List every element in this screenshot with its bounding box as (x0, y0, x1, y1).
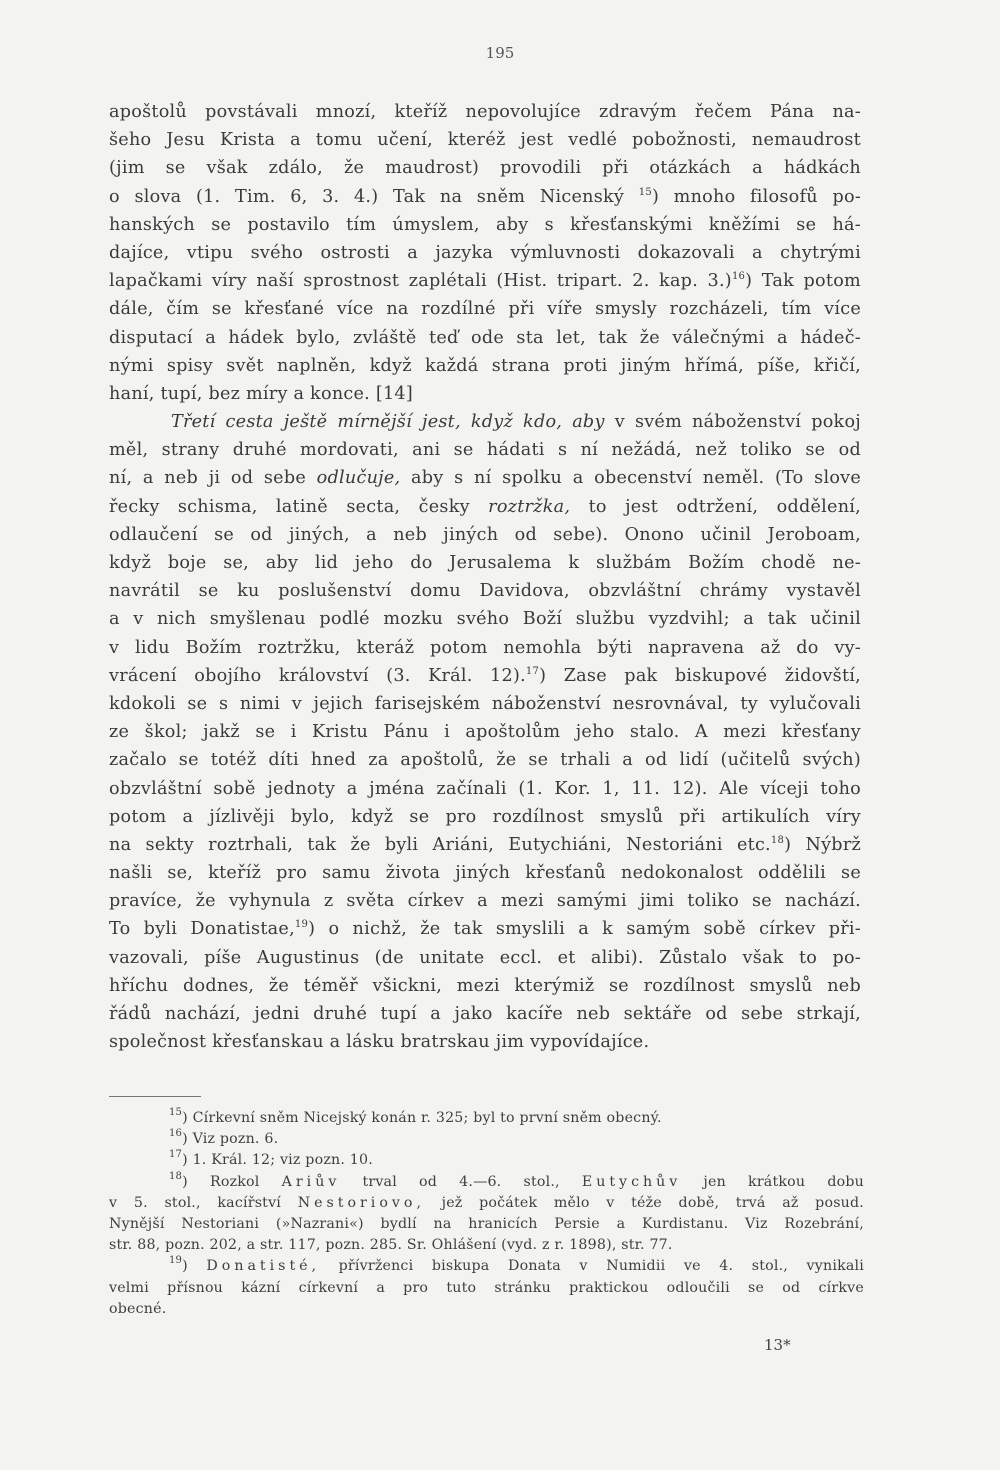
text-segment: ) Nýbrž (784, 834, 861, 855)
footnote-number: 19 (169, 1255, 183, 1267)
text-line: v lidu Božím roztržku, kteráž potom nemohla býti napravena až do vy- (109, 637, 861, 658)
page-number: 195 (485, 44, 515, 62)
italic-segment: Třetí cesta ještě mírnější jest, když kdo, aby (171, 412, 605, 433)
text-line (109, 493, 861, 521)
text-segment: řecky schisma, latině secta, česky (109, 496, 470, 517)
text-line: začalo se totéž díti hned za apoštolů, že se trhali a od lidí (učitelů svých) (109, 750, 861, 771)
text-line: obzvláštní sobě jednoty a jména začínali (1. Kor. 1, 11. 12). Ale víceji toho (109, 778, 861, 799)
text-line: dále, čím se křesťané více na rozdílné při víře smysly rozcházeli, tím více (109, 299, 861, 320)
text-line: řádů nachází, jedni druhé tupí a jako kacíře neb sektáře od sebe strkají, (109, 1004, 861, 1024)
footnote-number: 17 (169, 1149, 183, 1161)
footnote-name: Ariův (281, 1173, 341, 1190)
footnote-18: $^{18}$) Rozkol Ariův trval od 4.—6. stol., Eutychův jen krátkou dobu (169, 1170, 864, 1190)
text-line: pravíce, že vyhynula z světa církev a mezi samými jimi toliko se nachází. (109, 891, 861, 912)
footnote-16: $^{16}$) Viz pozn. 6. (169, 1128, 279, 1148)
footnote-15: $^{15}$) Církevní sněm Nicejský konán r. 325; byl to první sněm obecný. (169, 1107, 662, 1126)
footnote-line: Nynější Nestoriani (»Nazrani«) bydlí na hranicích Persie a Kurdistanu. Viz Rozebrání, (109, 1215, 864, 1232)
text-line (109, 464, 861, 492)
footnote-text: přívrženci biskupa Donata v Numidii ve 4. stol., vynikali (338, 1258, 864, 1275)
text-line (109, 662, 861, 690)
italic-segment: odlučuje, (316, 468, 401, 489)
footnote-19: $^{19}$) Donatisté, přívrženci biskupa Donata v Numidii ve 4. stol., vynikali (169, 1255, 864, 1275)
footnote-text: jen krátkou dobu (703, 1173, 864, 1190)
text-line: hříchu dodnes, že téměř všickni, mezi kterýmiž se rozdílnost smyslů neb (109, 975, 861, 996)
footnote-ref: 16 (731, 271, 746, 283)
footnote-17: $^{17}$) 1. Král. 12; viz pozn. 10. (169, 1149, 373, 1169)
text-line: apoštolů povstávali mnozí, kteříž nepovolujíce zdravým řečem Pána na- (109, 102, 861, 122)
text-line: dajíce, vtipu svého ostrosti a jazyka výmluvnosti dokazovali a chytrými (109, 242, 861, 263)
footnote-number: 18 (169, 1170, 183, 1182)
footnote-name: Donatisté, (206, 1258, 321, 1275)
text-segment: na sekty roztrhali, tak že byli Ariáni, Eutychiáni, Nestoriáni etc. (109, 834, 771, 855)
footnote-line (109, 1193, 864, 1214)
text-segment: to jest odtržení, oddělení, (588, 496, 861, 517)
footnote-text: Viz pozn. 6. (192, 1131, 279, 1148)
text-segment: ) mnoho filosofů po- (651, 186, 862, 207)
footnote-ref: 19 (294, 919, 309, 931)
text-line: disputací a hádek bylo, zvláště teď ode sta let, tak že válečnými a hádeč- (109, 327, 861, 348)
footnote-line: velmi přísnou kázní církevní a pro tuto stránku praktickou odloučili se od církve (109, 1279, 864, 1296)
text-segment: lapačkami víry naší sprostnost zaplétali (Hist. tripart. 2. kap. 3.) (109, 271, 732, 292)
footnote-text: v 5. stol., kacířství (109, 1194, 282, 1211)
text-segment: ) Tak potom (745, 271, 861, 292)
text-line: šeho Jesu Krista a tomu učení, kteréž jest vedlé pobožnosti, nemaudrost (109, 130, 861, 151)
footnote-text: Rozkol (209, 1173, 260, 1190)
footnote-name: Eutychův (581, 1173, 682, 1190)
footnote-ref: 18 (770, 834, 785, 846)
text-line (109, 408, 861, 436)
footnote-text: trval od 4.—6. stol., (362, 1173, 560, 1190)
text-line: našli se, kteříž pro samu života jiných křesťanů nedokonalost oddělili se (109, 863, 861, 884)
text-line: potom a jízlivěji bylo, když se pro rozdílnost smyslů při artikulích víry (109, 806, 861, 827)
text-segment: ní, a neb ji od sebe (109, 468, 307, 489)
text-line (109, 915, 861, 943)
text-line: navrátil se ku poslušenství domu Davidova, obzvláštní chrámy vystavěl (109, 581, 861, 602)
footnote-number: 15 (169, 1107, 183, 1118)
text-segment: v svém náboženství pokoj (614, 412, 862, 433)
text-line: společnost křesťanskau a lásku bratrskau jim vypovídajíce. (109, 1032, 650, 1053)
text-segment: o slova (1. Tim. 6, 3. 4.) Tak na sněm Nicenský (109, 186, 625, 207)
text-line (109, 183, 861, 211)
italic-segment: roztržka, (488, 496, 571, 517)
footnote-ref: 15 (638, 186, 652, 198)
signature-mark: 13* (764, 1336, 791, 1354)
text-line: když boje se, aby lid jeho do Jerusalema k službám Božím chodě ne- (109, 553, 861, 573)
text-segment: aby s ní spolku a obecenství neměl. (To slove (411, 468, 862, 489)
text-line: kdokoli se s nimi v jejich farisejském náboženství nesrovnával, ty vylučovali (109, 693, 861, 714)
footnote-number: 16 (169, 1128, 183, 1140)
footnote-text: 1. Král. 12; viz pozn. 10. (192, 1152, 373, 1169)
footnote-line: obecné. (109, 1300, 167, 1317)
footnote-line: str. 88, pozn. 202, a str. 117, pozn. 285. Sr. Ohlášení (vyd. z r. 1898), str. 77. (109, 1237, 673, 1254)
text-segment: To byli Donatistae, (109, 919, 295, 940)
text-line: hanských se postavilo tím úmyslem, aby s křesťanskými kněžími se há- (109, 214, 861, 235)
text-line: nými spisy svět naplněn, když každá strana proti jiným hřímá, píše, křičí, (109, 355, 861, 376)
text-line: odlaučení se od jiných, a neb jiných od sebe). Onono učinil Jeroboam, (109, 524, 861, 545)
text-line: (jim se však zdálo, že maudrost) provodili při otázkách a hádkách (109, 158, 861, 179)
footnote-name: Nestoriovo, (297, 1194, 425, 1211)
footnotes (109, 1108, 864, 1320)
text-line (109, 831, 861, 859)
footnote-rule (109, 1096, 201, 1097)
text-line: haní, tupí, bez míry a konce. [14] (109, 383, 413, 404)
text-line: ze škol; jakž se i Kristu Pánu i apoštolům jeho stalo. A mezi křesťany (109, 722, 861, 743)
text-segment: ) Zase pak biskupové židovští, (539, 665, 861, 686)
footnote-text: jež počátek mělo v téže době, trvá až posud. (441, 1194, 865, 1211)
text-line: a v nich smyšlenau podlé mozku svého Boží službu vyzdvihl; a tak učinil (109, 609, 861, 630)
text-line (109, 267, 861, 295)
text-line: měl, strany druhé mordovati, ani se hádati s ní nežádá, než toliko se od (109, 440, 861, 461)
footnote-ref: 17 (525, 665, 540, 677)
footnote-text: Církevní sněm Nicejský konán r. 325; byl to první sněm obecný. (192, 1110, 662, 1126)
text-segment: vrácení obojího království (3. Král. 12). (109, 665, 526, 686)
main-text (109, 98, 861, 1056)
text-line: vazovali, píše Augustinus (de unitate eccl. et alibi). Zůstalo však to po- (109, 947, 861, 968)
text-segment: ) o nichž, že tak smyslili a k samým sobě církev při- (308, 919, 861, 940)
